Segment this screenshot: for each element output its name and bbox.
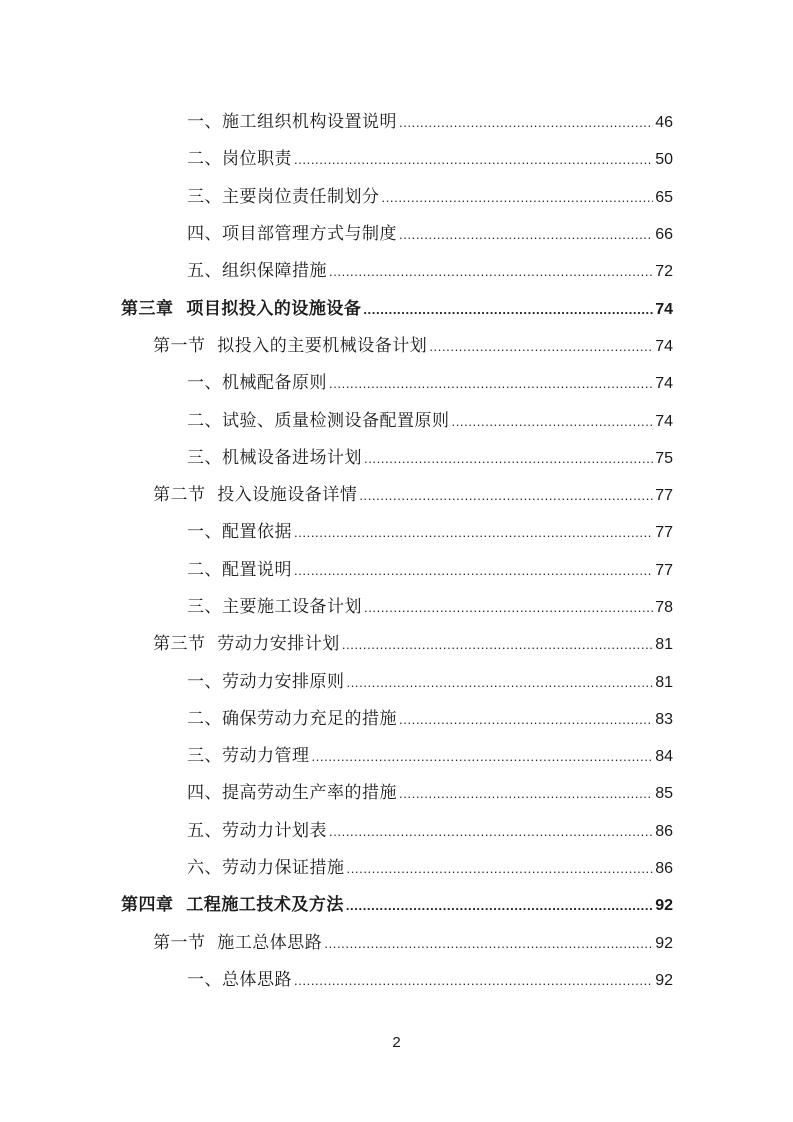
toc-entry-title: 二、试验、质量检测设备配置原则 — [187, 410, 450, 431]
toc-entry-line — [187, 107, 673, 132]
toc-entry-title: 二、配置说明 — [187, 559, 292, 580]
toc-entry-title: 一、配置依据 — [187, 522, 292, 543]
toc-entry-title: 二、岗位职责 — [187, 149, 292, 170]
toc-entry-page-number: 92 — [655, 971, 673, 989]
toc-entry-line — [187, 256, 673, 281]
toc-entry-title: 第三章 项目拟投入的设施设备 — [121, 298, 362, 319]
toc-dot-leader — [294, 525, 653, 540]
toc-entry-line — [121, 890, 673, 915]
toc-dot-leader — [359, 488, 653, 503]
toc-entry-page-number: 66 — [655, 226, 673, 244]
toc-entry-item[interactable] — [0, 847, 793, 884]
toc-entry-title: 二、确保劳动力充足的措施 — [187, 708, 397, 729]
toc-entry-line — [153, 331, 673, 356]
toc-entry-line — [153, 928, 673, 953]
toc-dot-leader — [346, 898, 653, 913]
toc-entry-title: 第三节 劳动力安排计划 — [153, 634, 340, 655]
toc-entry-title: 第四章 工程施工技术及方法 — [121, 895, 344, 916]
toc-entry-page-number: 86 — [655, 822, 673, 840]
toc-entry-page-number: 77 — [655, 487, 673, 505]
toc-entry-item[interactable] — [0, 101, 793, 138]
toc-dot-leader — [363, 302, 653, 317]
toc-entry-title: 一、总体思路 — [187, 969, 292, 990]
toc-entry-title: 四、提高劳动生产率的措施 — [187, 783, 397, 804]
toc-entry-page-number: 77 — [655, 524, 673, 542]
toc-entry-line — [187, 144, 673, 169]
toc-entry-item[interactable] — [0, 511, 793, 548]
toc-entry-item[interactable] — [0, 437, 793, 474]
toc-entry-line — [187, 816, 673, 841]
toc-entry-line — [187, 741, 673, 766]
toc-entry-page-number: 81 — [655, 673, 673, 691]
toc-dot-leader — [452, 414, 654, 429]
toc-entry-page-number: 92 — [655, 897, 673, 915]
toc-dot-leader — [329, 376, 653, 391]
toc-dot-leader — [347, 675, 654, 690]
toc-entry-title: 五、组织保障措施 — [187, 261, 327, 282]
toc-dot-leader — [399, 227, 653, 242]
toc-dot-leader — [294, 152, 653, 167]
toc-entry-line — [187, 555, 673, 580]
toc-entry-section[interactable] — [0, 922, 793, 959]
toc-entry-item[interactable] — [0, 698, 793, 735]
toc-entry-line — [187, 667, 673, 692]
toc-entry-section[interactable] — [0, 474, 793, 511]
toc-entry-page-number: 74 — [655, 337, 673, 355]
toc-entry-page-number: 78 — [655, 599, 673, 616]
toc-dot-leader — [329, 824, 653, 839]
toc-entry-title: 三、劳动力管理 — [187, 746, 310, 767]
toc-dot-leader — [399, 712, 653, 727]
toc-entry-page-number: 92 — [655, 934, 673, 952]
toc-entry-page-number: 74 — [655, 300, 673, 318]
toc-dot-leader — [312, 749, 654, 764]
toc-entry-page-number: 77 — [655, 561, 673, 579]
toc-entry-item[interactable] — [0, 810, 793, 847]
toc-entry-page-number: 50 — [655, 151, 673, 169]
toc-entry-line — [187, 443, 673, 468]
toc-entry-page-number: 81 — [655, 636, 673, 654]
toc-dot-leader — [364, 451, 653, 466]
toc-entry-page-number: 85 — [655, 785, 673, 803]
toc-entry-title: 第一节 施工总体思路 — [153, 932, 323, 953]
toc-dot-leader — [342, 637, 653, 652]
toc-entry-line — [187, 853, 673, 878]
toc-entry-item[interactable] — [0, 250, 793, 287]
toc-entry-line — [187, 368, 673, 393]
toc-dot-leader — [329, 264, 653, 279]
toc-dot-leader — [429, 339, 653, 354]
toc-entry-item[interactable] — [0, 399, 793, 436]
toc-entry-line — [187, 182, 673, 207]
toc-entry-page-number: 74 — [655, 412, 673, 430]
toc-entry-page-number: 86 — [655, 860, 673, 878]
toc-dot-leader — [347, 861, 654, 876]
toc-dot-leader — [324, 936, 653, 951]
toc-entry-title: 四、项目部管理方式与制度 — [187, 224, 397, 245]
toc-dot-leader — [399, 115, 653, 130]
toc-entry-item[interactable] — [0, 772, 793, 809]
page-number: 2 — [392, 1034, 401, 1051]
toc-entry-chapter[interactable] — [0, 884, 793, 921]
toc-entry-line — [187, 406, 673, 431]
toc-entry-line — [187, 517, 673, 542]
toc-entry-title: 三、主要施工设备计划 — [187, 597, 362, 617]
toc-entry-line — [121, 294, 673, 319]
toc-entry-item[interactable] — [0, 362, 793, 399]
toc-dot-leader — [382, 190, 654, 205]
toc-entry-title: 一、施工组织机构设置说明 — [187, 112, 397, 133]
toc-entry-item[interactable] — [0, 735, 793, 772]
toc-entry-title: 三、机械设备进场计划 — [187, 447, 362, 468]
toc-dot-leader — [399, 786, 653, 801]
toc-entry-item[interactable] — [0, 660, 793, 697]
table-of-contents — [0, 101, 793, 996]
toc-entry-title: 第一节 拟投入的主要机械设备计划 — [153, 335, 428, 356]
toc-entry-section[interactable] — [0, 325, 793, 362]
toc-entry-line — [187, 704, 673, 729]
toc-entry-item[interactable] — [0, 138, 793, 175]
toc-dot-leader — [294, 563, 653, 578]
toc-entry-page-number: 83 — [655, 710, 673, 728]
toc-entry-item[interactable] — [0, 549, 793, 586]
toc-entry-line — [187, 592, 673, 617]
toc-entry-item[interactable] — [0, 586, 793, 623]
toc-entry-title: 五、劳动力计划表 — [187, 820, 327, 841]
toc-entry-line — [187, 219, 673, 244]
toc-entry-page-number: 46 — [655, 114, 673, 132]
toc-entry-title: 一、劳动力安排原则 — [187, 671, 345, 692]
toc-entry-line — [153, 629, 673, 654]
toc-entry-title: 一、机械配备原则 — [187, 373, 327, 394]
toc-entry-page-number: 65 — [655, 188, 673, 206]
toc-entry-title: 六、劳动力保证措施 — [187, 858, 345, 879]
toc-entry-page-number: 75 — [655, 449, 673, 467]
toc-entry-page-number: 72 — [655, 263, 673, 281]
toc-entry-title: 三、主要岗位责任制划分 — [187, 186, 380, 207]
toc-entry-chapter[interactable] — [0, 287, 793, 324]
toc-entry-page-number: 84 — [655, 748, 673, 766]
toc-entry-line — [187, 965, 673, 990]
toc-dot-leader — [294, 973, 653, 988]
toc-entry-item[interactable] — [0, 213, 793, 250]
toc-entry-line — [153, 480, 673, 505]
toc-dot-leader — [364, 600, 653, 615]
toc-entry-title: 第二节 投入设施设备详情 — [153, 485, 358, 506]
toc-entry-page-number: 74 — [655, 375, 673, 393]
toc-entry-section[interactable] — [0, 623, 793, 660]
toc-entry-item[interactable] — [0, 176, 793, 213]
toc-entry-line — [187, 778, 673, 803]
toc-entry-item[interactable] — [0, 959, 793, 996]
